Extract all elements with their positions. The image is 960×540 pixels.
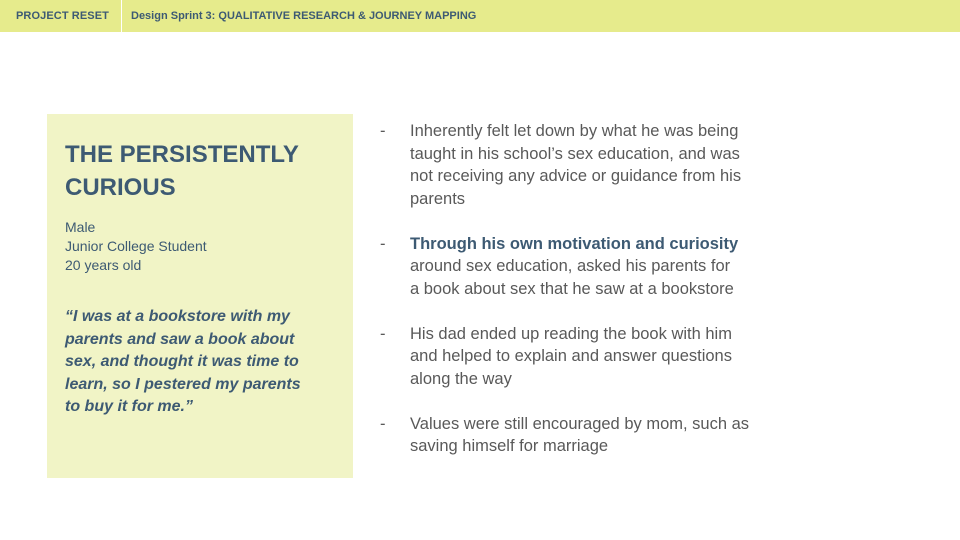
quote-line: parents and saw a book about <box>65 330 295 348</box>
finding-item <box>380 233 810 301</box>
bullet-dash: - <box>380 122 386 140</box>
quote-line: sex, and thought it was time to <box>65 353 299 370</box>
persona-gender: Male <box>65 219 96 235</box>
persona-occupation: Junior College Student <box>65 238 207 254</box>
findings-list <box>380 120 810 480</box>
finding-line: taught in his school’s sex education, and was <box>410 144 740 163</box>
header-divider <box>121 0 122 32</box>
persona-age: 20 years old <box>65 257 142 273</box>
finding-line: Inherently felt let down by what he was being <box>410 122 739 140</box>
bullet-dash: - <box>380 414 386 433</box>
finding-line: a book about sex that he saw at a bookstore <box>410 279 734 298</box>
finding-item <box>380 323 810 391</box>
persona-title-line: THE PERSISTENTLY <box>65 141 299 168</box>
persona-card <box>47 114 353 478</box>
finding-highlight: Through his own motivation and curiosity <box>410 234 739 253</box>
finding-item <box>380 120 810 210</box>
header-bar <box>0 0 960 32</box>
persona-title-line: CURIOUS <box>65 174 176 201</box>
quote-line: “I was at a bookstore with my <box>65 308 290 325</box>
bullet-dash: - <box>380 324 386 343</box>
persona-details <box>65 218 207 275</box>
finding-line: along the way <box>410 369 512 388</box>
sprint-title: Design Sprint 3: QUALITATIVE RESEARCH & JOURNEY MAPPING <box>131 10 477 22</box>
finding-line: around sex education, asked his parents for <box>410 257 731 275</box>
finding-line: Values were still encouraged by mom, such as <box>410 414 750 433</box>
persona-quote <box>65 306 345 419</box>
finding-item <box>380 413 810 458</box>
quote-line: to buy it for me.” <box>65 398 193 415</box>
quote-line: learn, so I pestered my parents <box>65 375 301 393</box>
finding-line: saving himself for marriage <box>410 437 609 455</box>
finding-line: His dad ended up reading the book with him <box>410 324 732 343</box>
persona-title <box>65 138 345 204</box>
finding-line: parents <box>410 189 466 208</box>
finding-line: not receiving any advice or guidance from his <box>410 167 742 185</box>
bullet-dash: - <box>380 234 386 253</box>
project-tag: PROJECT RESET <box>16 10 109 22</box>
finding-line: and helped to explain and answer questions <box>410 347 732 365</box>
